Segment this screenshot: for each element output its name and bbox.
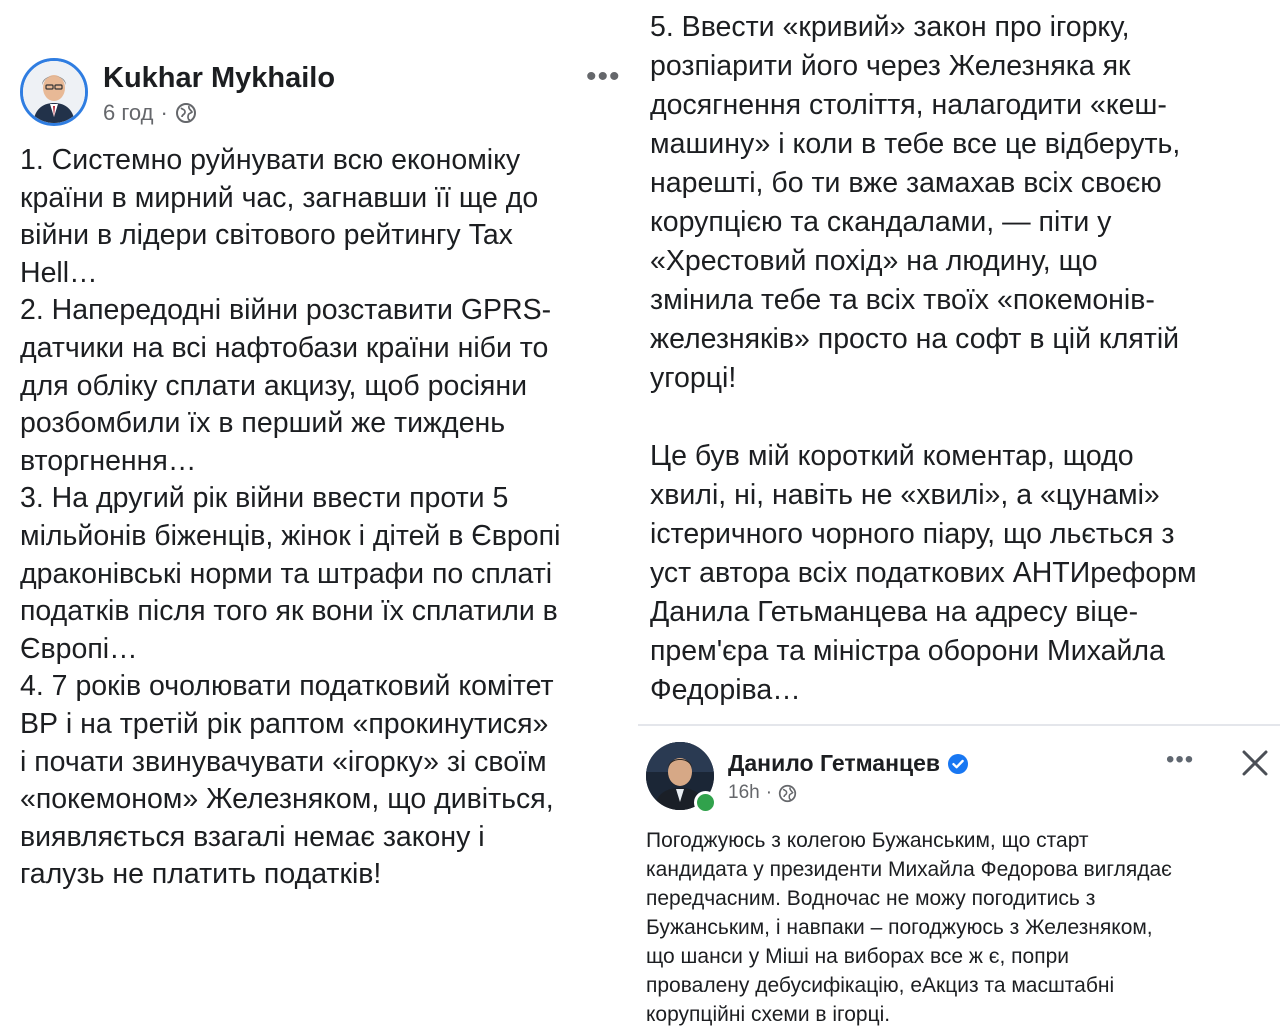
post-line: розбомбили їх в перший же тиждень bbox=[20, 407, 506, 440]
post-line: Це був мій короткий коментар, щодо bbox=[650, 440, 1134, 472]
post-line: війни в лідери світового рейтингу Tax bbox=[20, 219, 513, 252]
post-line: корупцією та скандалами, — піти у bbox=[650, 206, 1112, 238]
post-line: країни в мирний час, загнавши її ще до bbox=[20, 181, 539, 214]
post-line: вторгнення… bbox=[20, 444, 197, 477]
post-line: Бужанським, і навпаки – погоджуюсь з Железняком, bbox=[646, 916, 1153, 939]
post-line: 3. На другий рік війни ввести проти 5 bbox=[20, 482, 509, 515]
post-line: податків після того як вони їх сплатили в bbox=[20, 595, 558, 628]
post-line: машину» і коли в тебе все це відберуть, bbox=[650, 128, 1181, 160]
post-line: галузь не платить податків! bbox=[20, 858, 382, 891]
post-line: Європі… bbox=[20, 632, 138, 665]
post-line: змінила тебе та всіх твоїх «покемонів- bbox=[650, 284, 1155, 316]
post-line: «Хрестовий похід» на людину, що bbox=[650, 245, 1098, 277]
post-line: досягнення століття, налагодити «кеш- bbox=[650, 89, 1167, 121]
post-line: що шанси у Міші на виборах все ж є, попри bbox=[646, 945, 1070, 968]
meta-separator: · bbox=[765, 782, 773, 803]
post-line: передчасним. Водночас не можу погодитись з bbox=[646, 887, 1096, 910]
post-line: железняків» просто на софт в цій клятій bbox=[650, 323, 1180, 355]
embedded-post-body bbox=[646, 826, 1276, 1029]
post-line: кандидата у президенти Михайла Федорова виглядає bbox=[646, 858, 1172, 881]
post-line: 5. Ввести «кривий» закон про ігорку, bbox=[650, 11, 1130, 43]
post-line: прем'єра та міністра оборони Михайла bbox=[650, 635, 1165, 667]
verified-badge-icon bbox=[947, 753, 969, 775]
post-line: 2. Напередодні війни розставити GPRS- bbox=[20, 294, 552, 327]
author-name[interactable]: Kukhar Mykhailo bbox=[103, 62, 336, 94]
globe-icon bbox=[778, 784, 797, 803]
embedded-author-name-row bbox=[728, 750, 969, 777]
close-icon[interactable] bbox=[1240, 748, 1270, 778]
embedded-author-name[interactable]: Данило Гетманцев bbox=[728, 750, 941, 776]
globe-icon bbox=[175, 102, 197, 124]
post-line: Данила Гетьманцева на адресу віце- bbox=[650, 596, 1139, 628]
embedded-post-time[interactable]: 16h bbox=[728, 782, 760, 803]
post-line: істеричного чорного піару, що льється з bbox=[650, 518, 1175, 550]
post-line: датчики на всі нафтобази країни ніби то bbox=[20, 331, 549, 364]
post-time[interactable]: 6 год bbox=[103, 100, 154, 125]
avatar-portrait-icon bbox=[23, 61, 85, 123]
post-line: хвилі, ні, навіть не «хвилі», а «цунамі» bbox=[650, 479, 1160, 511]
post-line: «покемоном» Железняком, що дивіться, bbox=[20, 783, 554, 816]
post-line: ВР і на третій рік раптом «прокинутися» bbox=[20, 707, 549, 740]
post-line: для обліку сплати акцизу, щоб росіяни bbox=[20, 369, 527, 402]
post-meta bbox=[103, 100, 197, 126]
left-post bbox=[0, 0, 635, 1026]
section-divider bbox=[638, 724, 1280, 726]
post-line: і почати звинувачувати «ігорку» зі своїм bbox=[20, 745, 547, 778]
post-line: Федоріва… bbox=[650, 674, 801, 706]
post-line: корупційні схеми в ігорці. bbox=[646, 1003, 891, 1026]
online-status-dot bbox=[694, 791, 717, 814]
embedded-more-options-icon[interactable]: ••• bbox=[1166, 746, 1195, 773]
author-avatar[interactable] bbox=[20, 58, 88, 126]
post-line: нарешті, бо ти вже замахав всіх своєю bbox=[650, 167, 1162, 199]
post-line: 4. 7 років очолювати податковий комітет bbox=[20, 670, 554, 703]
meta-separator: · bbox=[160, 100, 168, 125]
post-line: уст автора всіх податкових АНТИреформ bbox=[650, 557, 1197, 589]
post-body bbox=[20, 142, 625, 894]
post-line: угорці! bbox=[650, 362, 737, 394]
paragraph-gap bbox=[650, 398, 1275, 437]
post-line: Hell… bbox=[20, 256, 98, 289]
embedded-post-meta bbox=[728, 782, 797, 804]
post-line: Погоджуюсь з колегою Бужанським, що старт bbox=[646, 829, 1089, 852]
more-options-icon[interactable]: ••• bbox=[586, 60, 621, 93]
post-line: провалену дебусифікацію, еАкциз та масштабні bbox=[646, 974, 1115, 997]
post-line: розпіарити його через Железняка як bbox=[650, 50, 1131, 82]
right-post bbox=[638, 0, 1280, 1026]
post-line: драконівські норми та штрафи по сплаті bbox=[20, 557, 553, 590]
post-line: мільйонів біженців, жінок і дітей в Європі bbox=[20, 519, 561, 552]
post-body-continued bbox=[650, 8, 1275, 710]
post-line: 1. Системно руйнувати всю економіку bbox=[20, 144, 521, 176]
post-line: виявляється взагалі немає закону і bbox=[20, 820, 485, 853]
